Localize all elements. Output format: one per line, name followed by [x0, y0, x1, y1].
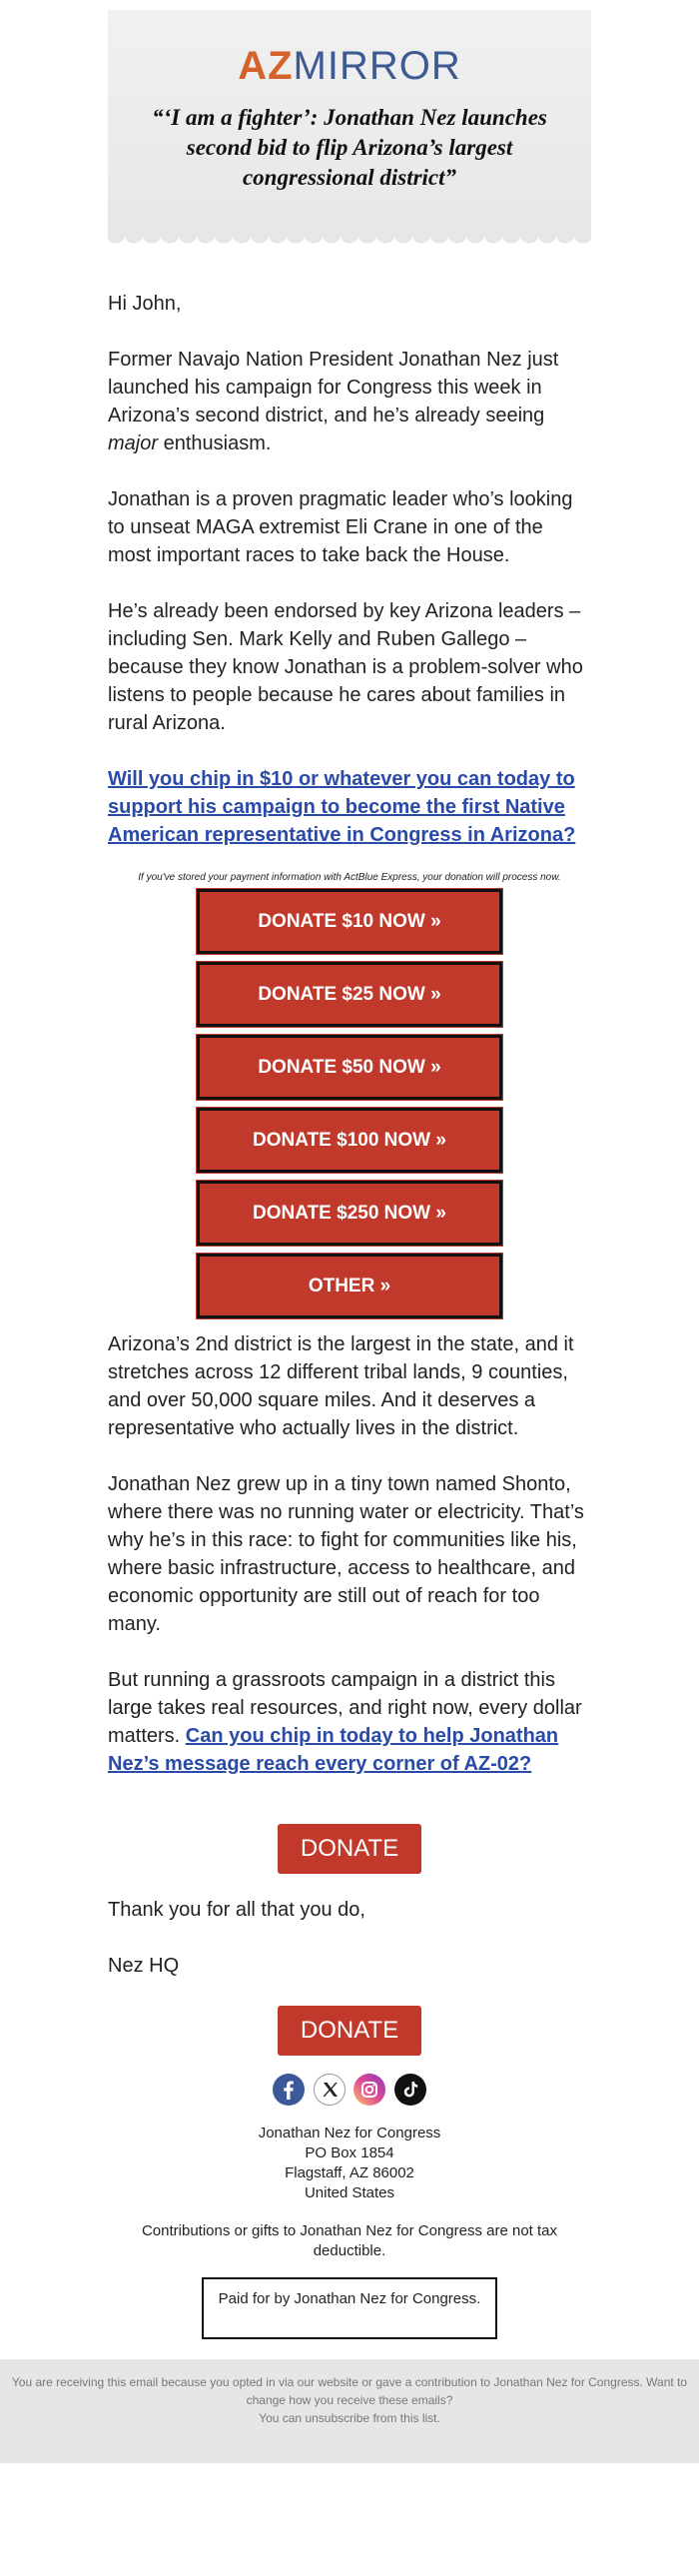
- email-page: [0, 10, 699, 2463]
- country: United States: [304, 2184, 395, 2201]
- optin-notice: You are receiving this email because you opted in via our website or gave a contribution to Jonathan Nez for Congress. Want to change how you receive these emails?: [11, 2375, 688, 2407]
- news-clipping: [108, 10, 591, 263]
- tax-disclaimer: Contributions or gifts to Jonathan Nez for Congress are not tax deductible.: [141, 2222, 558, 2259]
- facebook-icon[interactable]: [273, 2074, 305, 2106]
- donate-block-1: [0, 1824, 699, 1874]
- paragraph-1: [108, 346, 591, 457]
- donate-250-button[interactable]: DONATE $250 NOW »: [197, 1181, 502, 1246]
- donate-25-button[interactable]: DONATE $25 NOW »: [197, 962, 502, 1027]
- donate-10-button[interactable]: DONATE $10 NOW »: [197, 889, 502, 954]
- clipping-headline: “‘I am a fighter’: Jonathan Nez launches second bid to flip Arizona’s largest congressional district”: [152, 105, 547, 190]
- sign-off: [108, 1896, 591, 1980]
- greeting: Hi John,: [108, 293, 182, 315]
- p6-text: But running a grassroots campaign in a district this large takes real resources, and right now, every dollar matters.: [108, 1669, 582, 1747]
- mailing-address: [0, 2124, 699, 2203]
- chip-in-link-2[interactable]: Can you chip in today to help Jonathan Nez’s message reach every corner of AZ-02?: [108, 1725, 559, 1775]
- thanks-line: Thank you for all that you do,: [108, 1899, 365, 1921]
- donate-100-button[interactable]: DONATE $100 NOW »: [197, 1108, 502, 1173]
- signature: Nez HQ: [108, 1955, 180, 1977]
- donate-block-2: [0, 2006, 699, 2056]
- paragraph-2: Jonathan is a proven pragmatic leader who’s looking to unseat MAGA extremist Eli Crane in one of the most important races to take back the House.: [108, 488, 573, 566]
- paragraph-3: He’s already been endorsed by key Arizona leaders – including Sen. Mark Kelly and Ruben Gallego – because they know Jonathan is a problem-solver who listens to people because he cares about families in rural Arizona.: [108, 600, 583, 734]
- social-links: [0, 2074, 699, 2106]
- po-box: PO Box 1854: [305, 2145, 394, 2161]
- p1-text: Former Navajo Nation President Jonathan Nez just launched his campaign for Congress this week in Arizona’s second district, and he’s already seeing: [108, 349, 559, 427]
- cta-paragraph: [108, 765, 591, 849]
- donate-button-main[interactable]: DONATE: [278, 1824, 421, 1874]
- logo-mirror: MIRROR: [293, 44, 461, 88]
- p1-end: enthusiasm.: [158, 432, 272, 454]
- chip-in-link[interactable]: Will you chip in $10 or whatever you can today to support his campaign to become the first Native American representative in Congress in Arizona?: [108, 768, 576, 846]
- x-icon[interactable]: [314, 2074, 346, 2106]
- email-body-continued: [108, 1330, 591, 1778]
- org-name: Jonathan Nez for Congress: [258, 2125, 441, 2142]
- city-line: Flagstaff, AZ 86002: [285, 2164, 414, 2181]
- paid-for-box: Paid for by Jonathan Nez for Congress.: [202, 2277, 497, 2339]
- az-mirror-logo: [108, 10, 591, 89]
- paragraph-4: Arizona’s 2nd district is the largest in the state, and it stretches across 12 different tribal lands, 9 counties, and over 50,000 square miles. And it deserves a representative who actually lives in the district.: [108, 1333, 574, 1439]
- donate-button-stack: [197, 889, 502, 1318]
- instagram-icon[interactable]: [353, 2074, 385, 2106]
- paragraph-5: Jonathan Nez grew up in a tiny town named Shonto, where there was no running water or electricity. That’s why he’s in this race: to fight for communities like his, where basic infrastructure, access to healthcare, and economic opportunity are still out of reach for too many.: [108, 1473, 584, 1635]
- p1-emphasis: major: [108, 432, 159, 454]
- tiktok-icon[interactable]: [394, 2074, 426, 2106]
- email-footer: [0, 2359, 699, 2463]
- paragraph-6: [108, 1666, 591, 1778]
- email-body: [108, 290, 591, 849]
- donate-other-button[interactable]: OTHER »: [197, 1254, 502, 1318]
- donate-button-footer[interactable]: DONATE: [278, 2006, 421, 2056]
- actblue-note: If you've stored your payment information with ActBlue Express, your donation will process now.: [138, 872, 561, 883]
- unsubscribe-link[interactable]: You can unsubscribe from this list.: [259, 2411, 440, 2425]
- logo-az: AZ: [238, 44, 294, 88]
- donate-50-button[interactable]: DONATE $50 NOW »: [197, 1035, 502, 1100]
